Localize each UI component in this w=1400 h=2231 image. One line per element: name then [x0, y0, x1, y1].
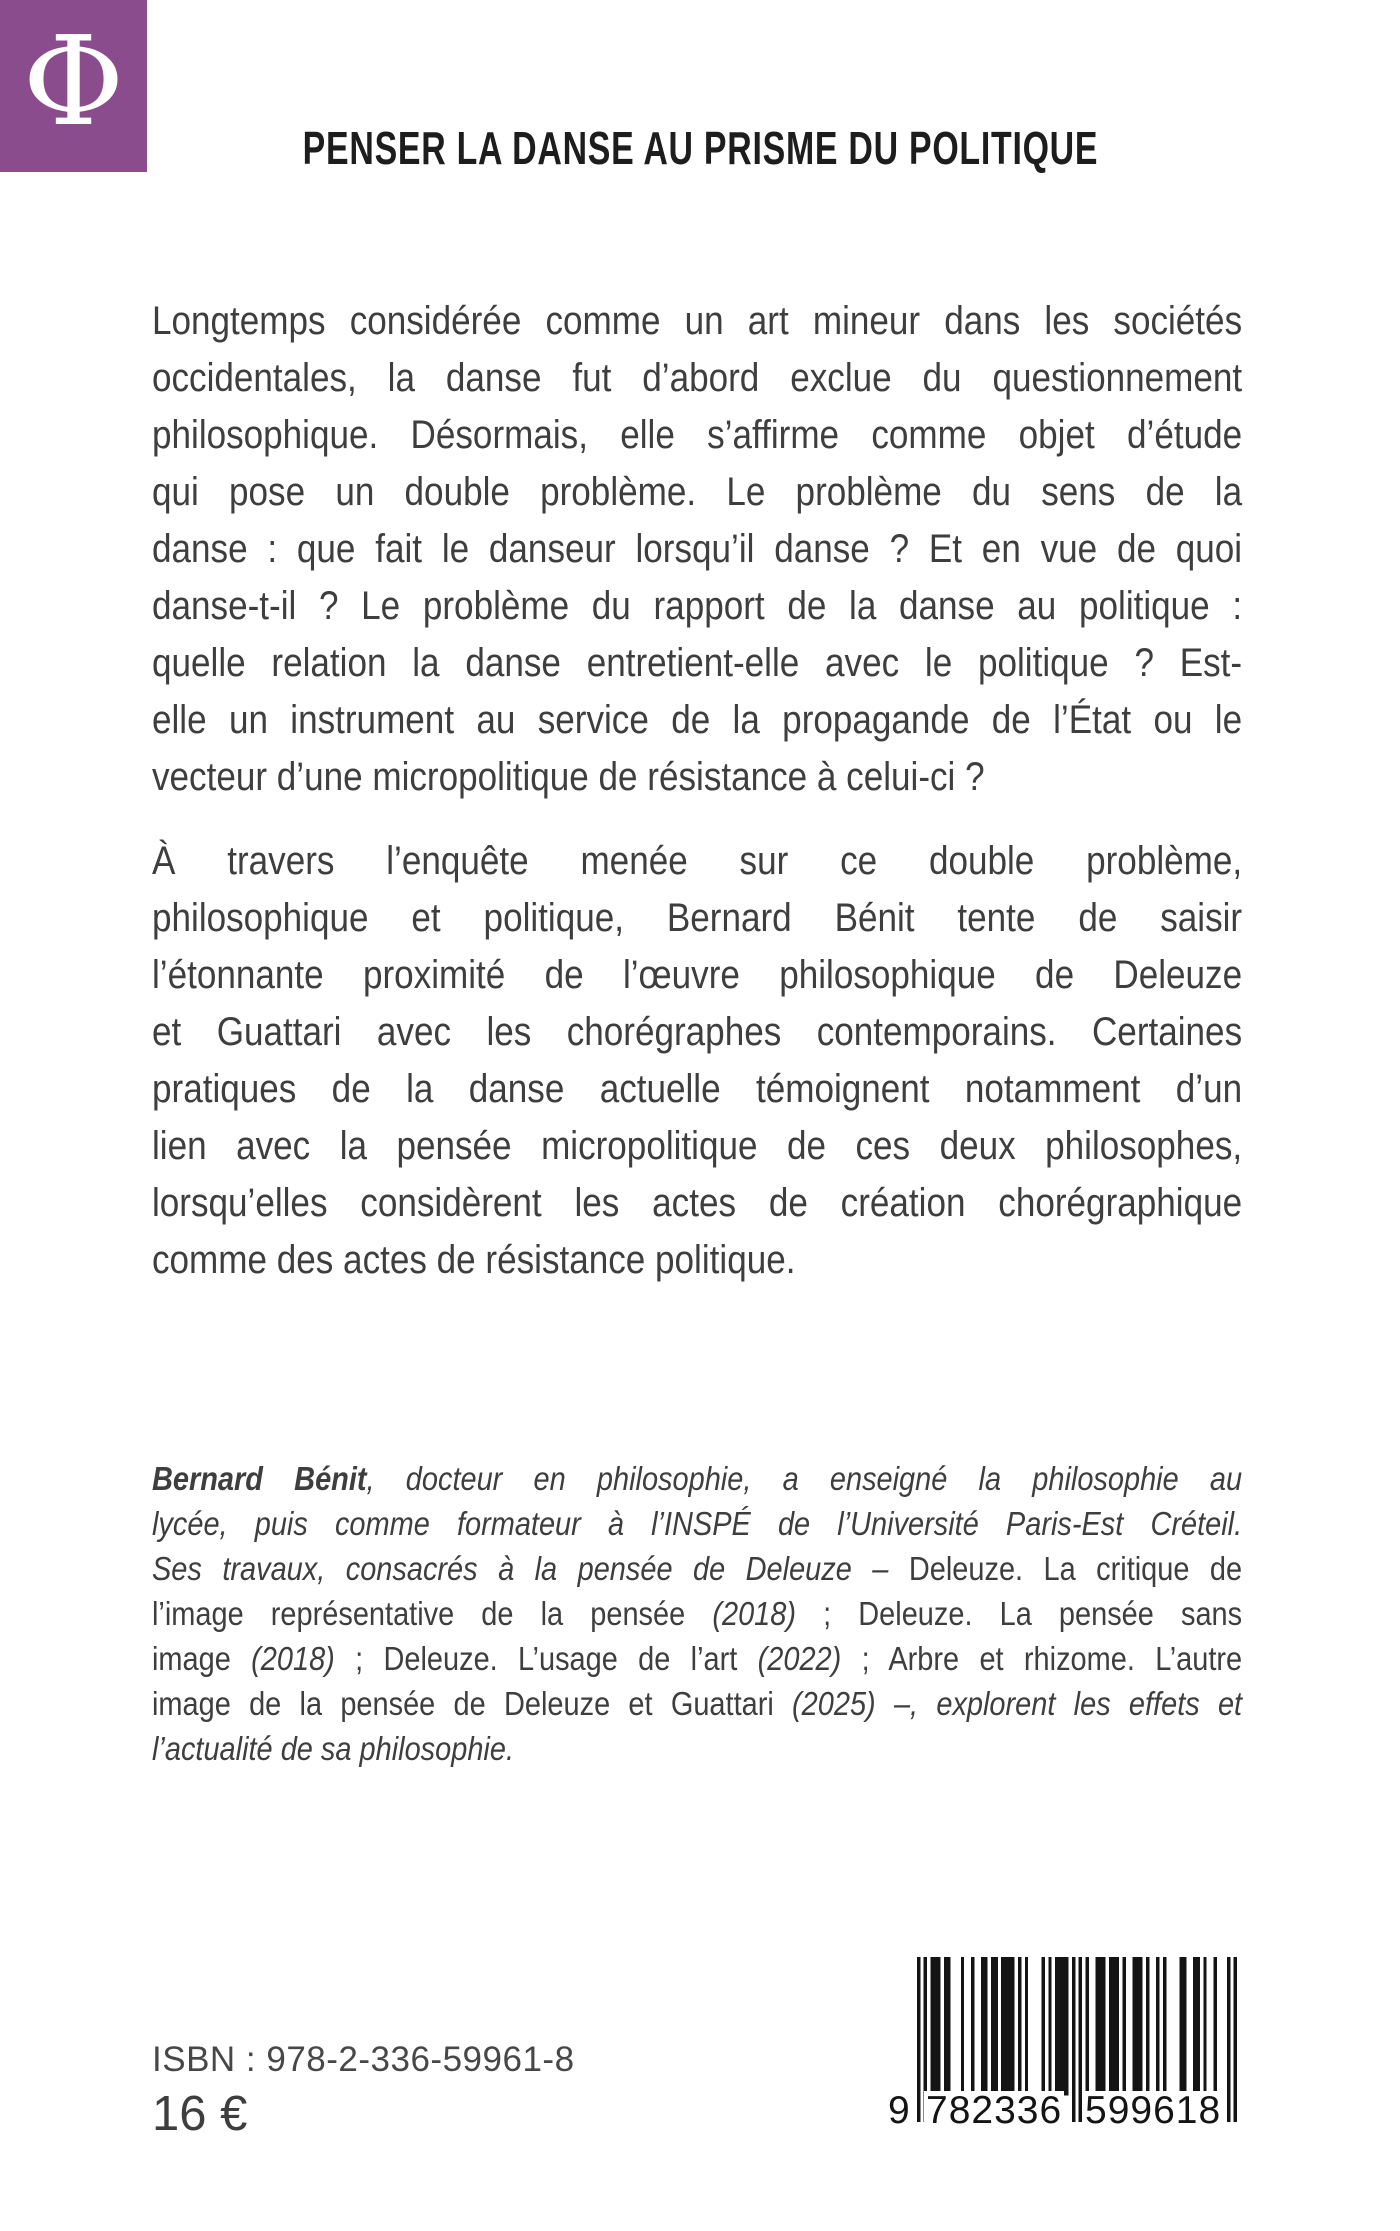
bio-line [152, 1501, 1242, 1546]
bio-line [152, 1546, 1242, 1591]
text-line: À travers l’enquête menée sur ce double problème, [152, 839, 1243, 883]
bio-segment: ; Arbre et rhizome. L’autre [841, 1640, 1243, 1677]
text-line: Longtemps considérée comme un art mineur dans les sociétés [152, 299, 1243, 343]
text-line: lien avec la pensée micropolitique de ces deux philosophes, [152, 1124, 1243, 1168]
bio-line [152, 1636, 1242, 1681]
text-line: occidentales, la danse fut d’abord exclue du questionnement [152, 356, 1243, 400]
phi-logo-icon: Φ [22, 10, 125, 154]
bio-segment: Deleuze. La critique de [908, 1550, 1243, 1587]
text-line: danse : que fait le danseur lorsqu’il danse ? Et en vue de quoi [152, 527, 1243, 571]
barcode-digit-group-3: 599618 [1085, 2089, 1222, 2132]
text-line: qui pose un double problème. Le problème du sens de la [152, 470, 1243, 514]
text-line: l’étonnante proximité de l’œuvre philosophique de Deleuze [152, 953, 1243, 997]
text-line: et Guattari avec les chorégraphes contemporains. Certaines [152, 1010, 1243, 1054]
barcode-digit-group-1: 9 [888, 2089, 911, 2132]
bio-segment: (2025) –, explorent les effets et [792, 1685, 1243, 1722]
bio-segment: Ses travaux, consacrés à la pensée de Deleuze – [152, 1550, 909, 1587]
text-line: philosophique. Désormais, elle s’affirme comme objet d’étude [152, 413, 1243, 457]
text-line: comme des actes de résistance politique. [152, 1238, 796, 1282]
bio-line [152, 1681, 1242, 1726]
publisher-logo [0, 0, 147, 172]
bio-segment: lycée, puis comme formateur à l’INSPÉ de l’Université Paris-Est Créteil. [152, 1505, 1243, 1542]
bio-segment: (2022) [757, 1640, 842, 1677]
bio-segment: ; Deleuze. La pensée sans [795, 1595, 1243, 1632]
bio-segment: l’actualité de sa philosophie. [152, 1730, 515, 1767]
bio-segment: , docteur en philosophie, a enseigné la philosophie au [366, 1460, 1243, 1497]
bio-segment: ; Deleuze. L’usage de l’art [334, 1640, 758, 1677]
barcode-digit-group-2: 782336 [926, 2089, 1063, 2132]
bio-segment: (2018) [712, 1595, 796, 1632]
text-line: philosophique et politique, Bernard Bénit tente de saisir [152, 896, 1243, 940]
text-line: lorsqu’elles considèrent les actes de création chorégraphique [152, 1181, 1243, 1225]
bio-segment: (2018) [251, 1640, 335, 1677]
bio-segment: image [152, 1640, 252, 1677]
bio-segment: l’image représentative de la pensée [152, 1595, 713, 1632]
bio-line [152, 1726, 1242, 1771]
book-title-text: PENSER LA DANSE AU PRISME DU POLITIQUE [302, 122, 1098, 174]
price-text: 16 € [152, 2087, 248, 2141]
bio-line [152, 1591, 1242, 1636]
bio-segment: Bernard Bénit [152, 1460, 367, 1497]
bio-line [152, 1456, 1242, 1501]
text-line: quelle relation la danse entretient-elle avec le politique ? Est- [152, 641, 1243, 685]
text-line: danse-t-il ? Le problème du rapport de la danse au politique : [152, 584, 1243, 628]
text-line: elle un instrument au service de la propagande de l’État ou le [152, 698, 1243, 742]
barcode [888, 1957, 1240, 2132]
synopsis-paragraph-2 [152, 833, 1242, 1289]
book-title [155, 121, 1245, 175]
text-line: vecteur d’une micropolitique de résistance à celui-ci ? [152, 755, 985, 799]
text-line: pratiques de la danse actuelle témoignent notamment d’un [152, 1067, 1243, 1111]
bio-segment: image de la pensée de Deleuze et Guattari [152, 1685, 793, 1722]
author-bio [152, 1456, 1242, 1771]
synopsis-paragraph-1 [152, 293, 1242, 806]
isbn-text: ISBN : 978-2-336-59961-8 [152, 2040, 575, 2079]
